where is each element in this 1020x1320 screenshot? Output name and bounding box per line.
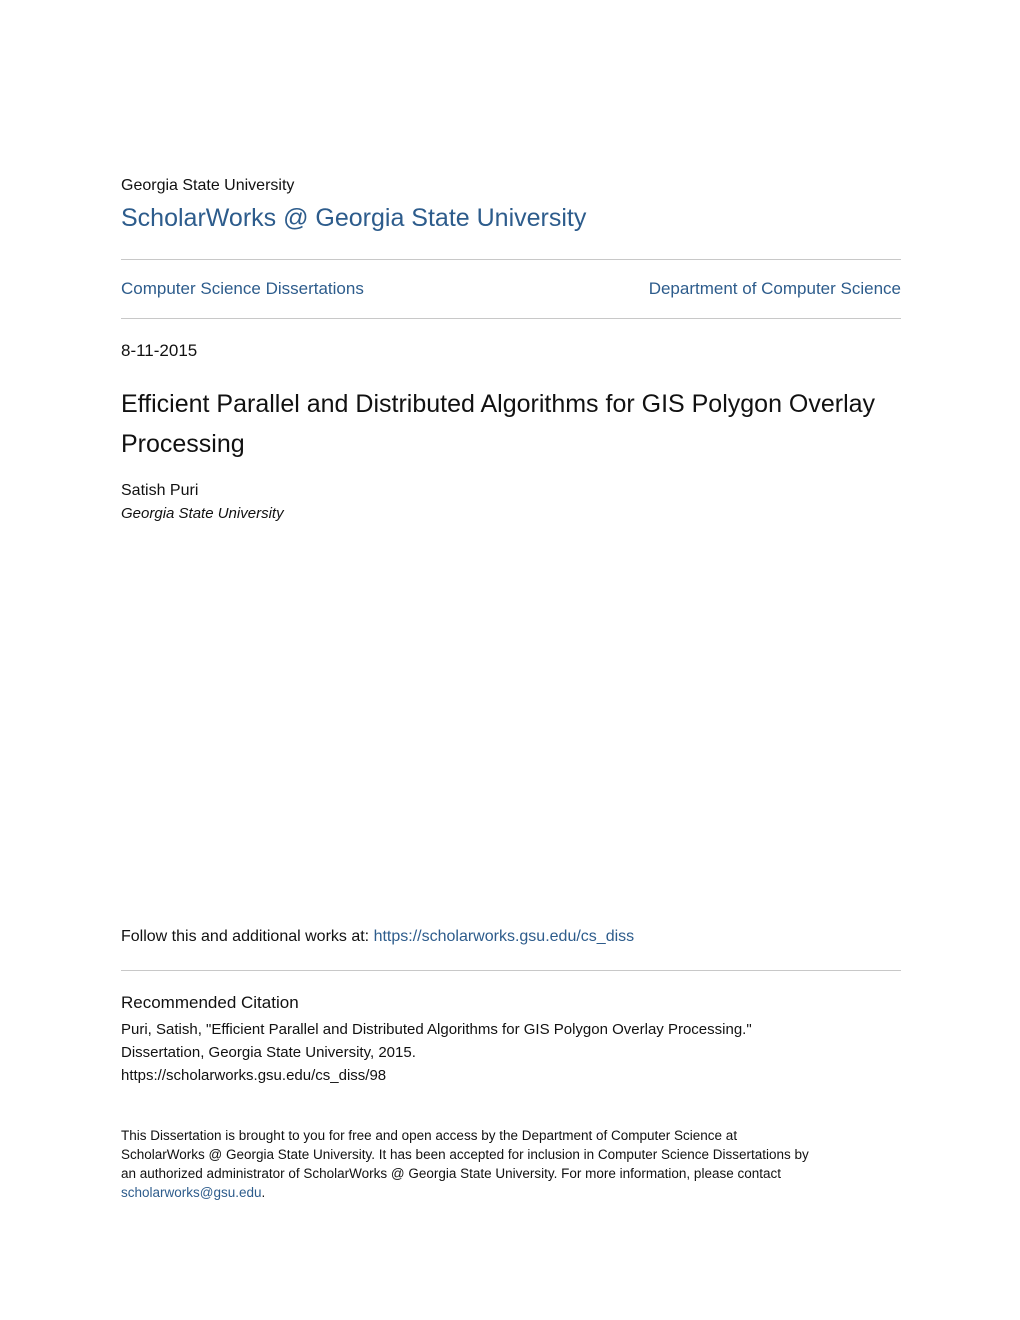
dissertation-title: Efficient Parallel and Distributed Algorithms for GIS Polygon Overlay Processing <box>121 390 876 458</box>
divider-top <box>121 259 901 260</box>
divider-citation <box>121 970 901 971</box>
citation-text <box>121 1018 901 1087</box>
series-link[interactable]: Computer Science Dissertations <box>121 279 364 298</box>
citation-heading: Recommended Citation <box>121 993 299 1012</box>
access-statement <box>121 1126 901 1202</box>
divider-nav <box>121 318 901 319</box>
cover-page <box>121 0 901 1320</box>
institution-name: Georgia State University <box>121 177 295 194</box>
access-line: This Dissertation is brought to you for free and open access by the Department of Computer Science at <box>121 1128 738 1143</box>
collection-link[interactable]: https://scholarworks.gsu.edu/cs_diss <box>373 928 635 945</box>
access-end: . <box>261 1185 266 1200</box>
repository-link[interactable]: ScholarWorks @ Georgia State University <box>121 204 587 232</box>
follow-prefix: Follow this and additional works at: <box>121 928 374 945</box>
citation-url: https://scholarworks.gsu.edu/cs_diss/98 <box>121 1067 387 1084</box>
access-line: an authorized administrator of ScholarWorks @ Georgia State University. For more information, please contact <box>121 1166 781 1181</box>
access-line <box>121 1183 901 1202</box>
author-name: Satish Puri <box>121 482 199 499</box>
publication-date: 8-11-2015 <box>121 341 198 360</box>
citation-line: Dissertation, Georgia State University, 2015. <box>121 1044 416 1061</box>
follow-works <box>121 928 634 946</box>
citation-line: Puri, Satish, "Efficient Parallel and Distributed Algorithms for GIS Polygon Overlay Processing." <box>121 1021 752 1038</box>
access-line: ScholarWorks @ Georgia State University. It has been accepted for inclusion in Computer Science Dissertations by <box>121 1147 809 1162</box>
contact-email-link[interactable]: scholarworks@gsu.edu <box>121 1185 262 1200</box>
department-link[interactable]: Department of Computer Science <box>648 279 901 298</box>
author-affiliation: Georgia State University <box>121 505 284 522</box>
